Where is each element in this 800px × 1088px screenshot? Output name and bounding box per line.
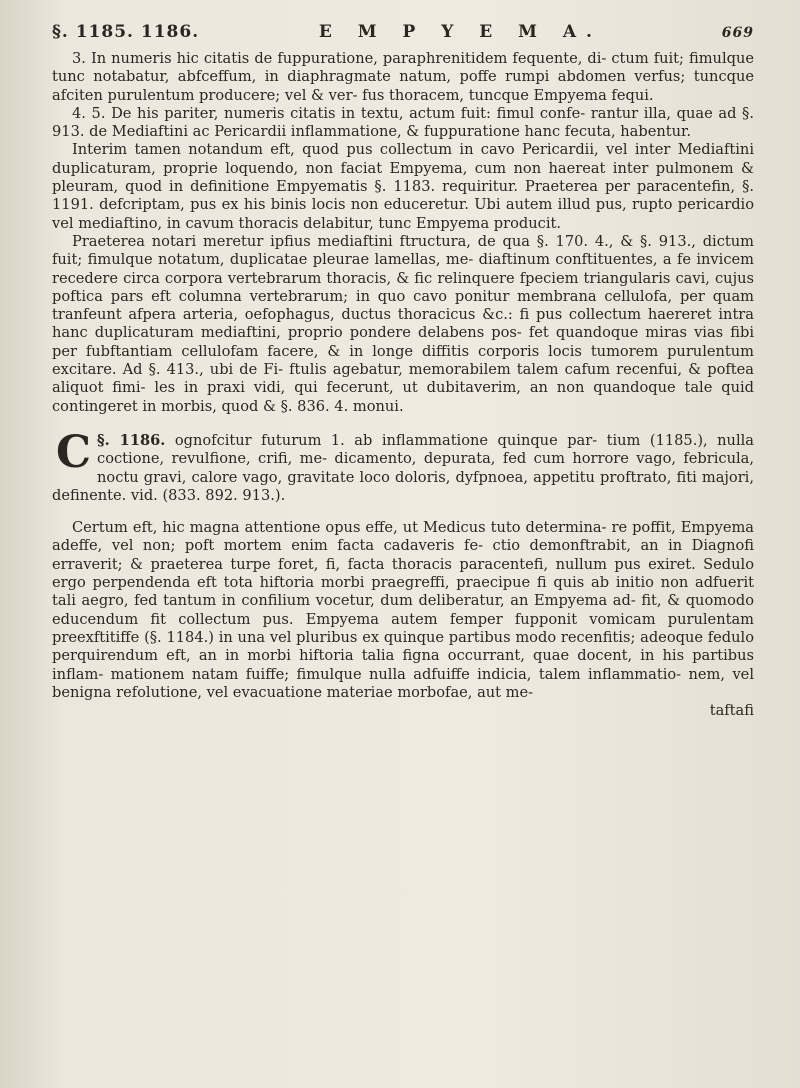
paragraph-4-5: 4. 5. De his pariter, numeris citatis in textu, actum fuit: fimul confe- rantur illa, quae ad §. 913. de Mediaftini ac Pericardii inflammatione, & fuppuratione hanc fecuta, habentur. <box>52 104 754 141</box>
section-1186 <box>52 426 754 505</box>
catchword: taftafi <box>709 702 754 720</box>
body-text <box>52 50 754 720</box>
commentary-paragraph: Certum eft, hic magna attentione opus effe, ut Medicus tuto determina- re poffit, Empyema adeffe, vel non; poft mortem enim facta cadaveris fe- ctio demonftrabit, an in Diagnofi erraverit; & praeterea turpe foret, fi, facta thoracis paracentefi, nullum pus exiret. Sedulo ergo perpendenda eft tota hiftoria morbi praegreffi, praecipue fi quis ab initio non adfuerit tali aegro, fed tantum in confilium vocetur, dum deliberatur, an Empyema ad- fit, & quomodo educendum fit collectum pus. Empyema autem femper fupponit vomicam purulentam preexftitiffe (§. 1184.) in una vel pluribus ex quinque partibus modo recenfitis; adeoque fedulo perquirendum eft, an in morbi hiftoria talia figna occurrant, quae docent, in his partibus inflam- mationem natam fuiffe; fimulque nulla adfuiffe indicia, talem inflammatio- nem, vel benigna refolutione, vel evacuatione materiae morbofae, aut me- <box>52 519 754 701</box>
running-title: E M P Y E M A. <box>318 22 602 42</box>
section-number: §. 1186. <box>97 431 166 449</box>
drop-cap: C <box>56 426 92 478</box>
paragraph-3: 3. In numeris hic citatis de fuppuratione, paraphrenitidem fequente, di- ctum fuit; fimulque tunc notabatur, abfceffum, in diaphragmate natum, poffe rumpi abdomen verfus; tuncque afciten purulentum producere; vel & ver- fus thoracem, tuncque Empyema fequi. <box>52 50 754 104</box>
running-header <box>52 22 754 42</box>
paragraph-interim: Interim tamen notandum eft, quod pus collectum in cavo Pericardii, vel inter Mediaftini duplicaturam, proprie loquendo, non faciat Empyema, cum non haereat inter pulmonem & pleuram, quod in definitione Empyematis §. 1183. requiritur. Praeterea per paracentefin, §. 1191. defcriptam, pus ex his binis locis non educeretur. Ubi autem illud pus, rupto pericardio vel mediaftino, in cavum thoracis delabitur, tunc Empyema producit. <box>52 141 754 232</box>
section-range: §. 1185. 1186. <box>52 22 200 42</box>
paragraph-praeterea: Praeterea notari meretur ipfius mediaftini ftructura, de qua §. 170. 4., & §. 913., dictum fuit; fimulque notatum, duplicatae pleurae lamellas, me- diaftinum conftituentes, a fe invicem recedere circa corpora vertebrarum thoracis, & fic relinquere fpeciem triangularis cavi, cujus poftica pars eft columna vertebrarum; in quo cavo ponitur membrana cellulofa, per quam tranfeunt afpera arteria, oefophagus, ductus thoracicus &c.: fi pus collectum haereret intra hanc duplicaturam mediaftini, proprio pondere delabens pos- fet quandoque miras vias fibi per fubftantiam cellulofam facere, & in longe diffitis corporis locis tumorem purulentum excitare. Ad §. 413., ubi de Fi- ftulis agebatur, memorabilem talem cafum recenfui, & poftea aliquot fimi- les in praxi vidi, qui fecerunt, ut dubitaverim, an non quandoque tale quid contingeret in morbis, quod & §. 836. 4. monui. <box>52 232 754 415</box>
section-text: ognofcitur futurum 1. ab inflammatione quinque par- tium (1185.), nulla coctione, revulfione, crifi, me- dicamento, depurata, fed cum horrore vago, febricula, noctu gravi, calore vago, gravitate loco doloris, dyfpnoea, appetitu proftrato, fiti majori, definente. vid. (833. 892. 913.). <box>52 431 754 504</box>
page-number: 669 <box>721 25 754 41</box>
